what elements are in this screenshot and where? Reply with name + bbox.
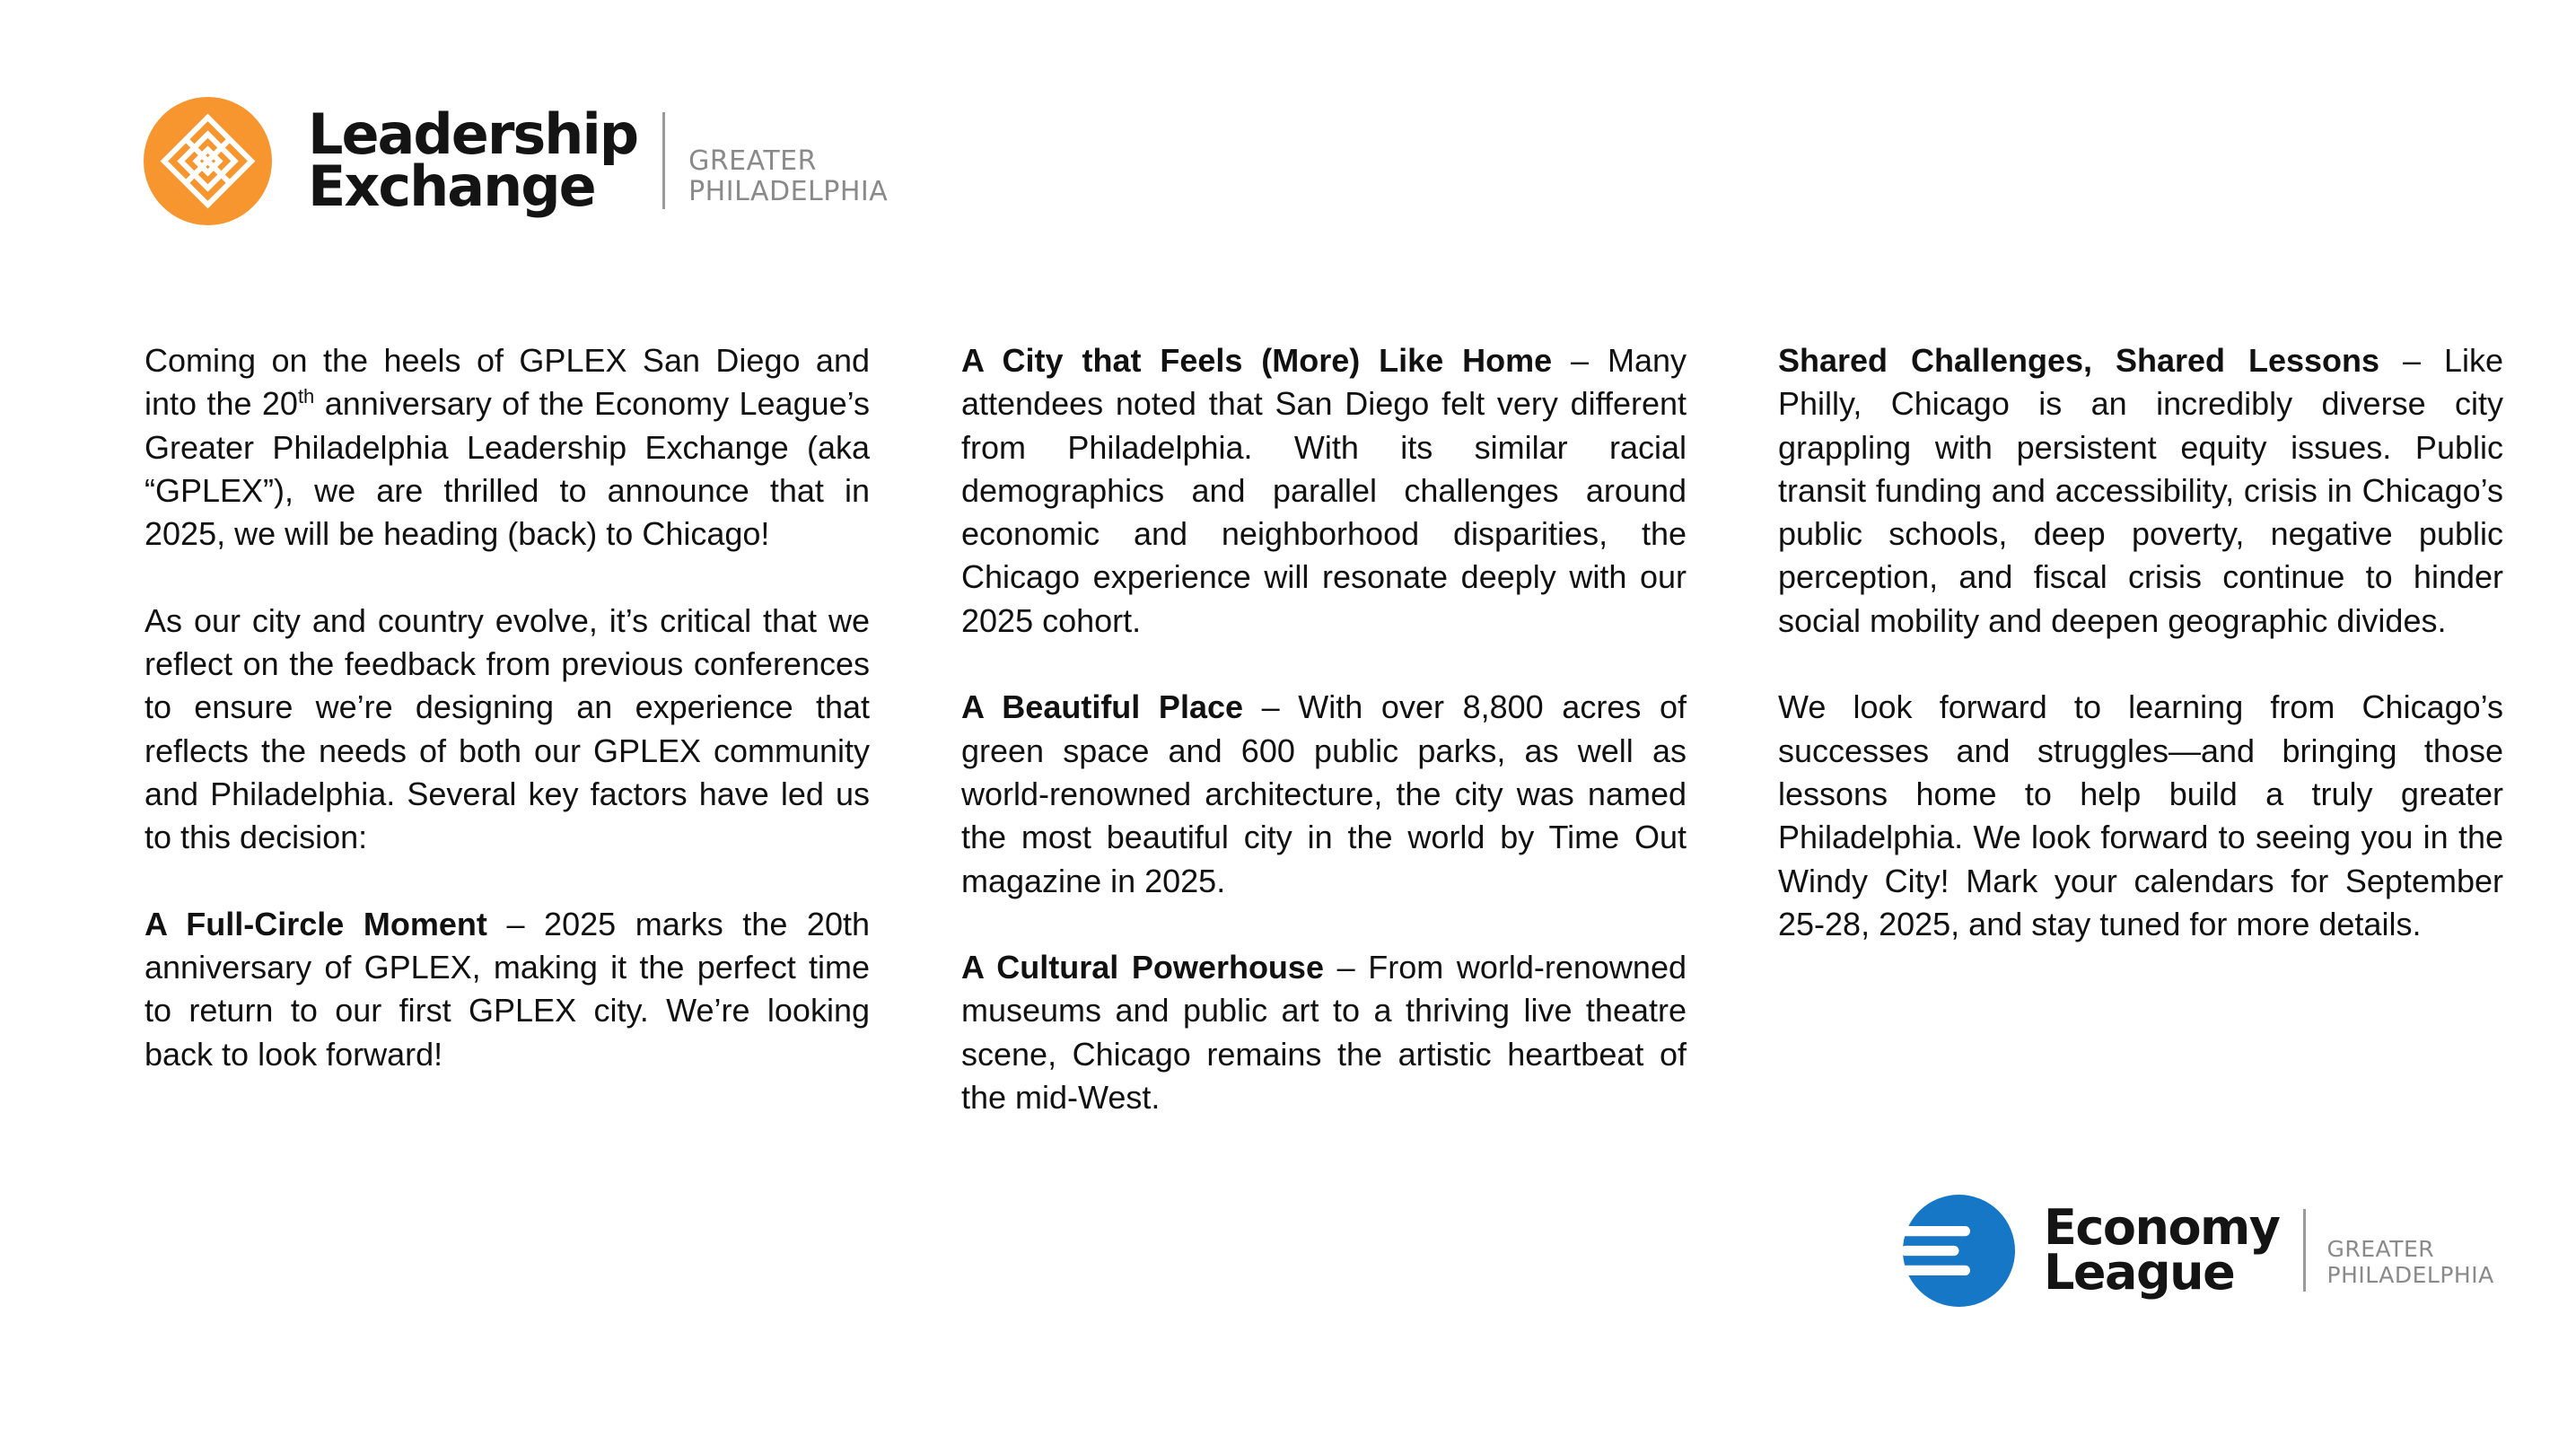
intro-text-a: Coming on the heels of GPLEX San Diego and into the 20	[145, 342, 870, 423]
intro-paragraph	[145, 339, 870, 556]
full-circle-paragraph	[145, 903, 870, 1076]
cultural-paragraph	[961, 946, 1687, 1119]
cultural-heading: A Cultural Powerhouse	[961, 949, 1324, 986]
logo-region	[688, 114, 888, 207]
text-column-3	[1778, 339, 2503, 946]
context-paragraph: As our city and country evolve, it’s critical that we reflect on the feedback from previous conferences to ensure we’re designing an experience that reflects the needs of both our GPLEX community and Philadelphia. Several key factors have led us to this decision:	[145, 601, 870, 856]
logo-word-economy: Economy	[2044, 1199, 2280, 1256]
challenges-body: – Like Philly, Chicago is an incredibly diverse city grappling with persistent equity issues. Public transit funding and accessibility, crisis in Chicago’s public schools, deep poverty, negative public perception, and fiscal crisis continue to hinder social mobility and deepen geographic divides.	[1778, 342, 2503, 639]
full-circle-body: – 2025 marks the 20th anniversary of GPLEX, making it the perfect time to return to our first GPLEX city. We’re looking back to look forward!	[145, 905, 870, 1073]
leadership-exchange-wordmark	[308, 101, 638, 219]
region-line-greater: GREATER	[688, 145, 817, 177]
beautiful-body: – With over 8,800 acres of green space and 600 public parks, as well as world-renowned architecture, the city was named the most beautiful city in the world by Time Out magazine in 2025.	[961, 688, 1687, 899]
cultural-body: – From world-renowned museums and public art to a thriving live theatre scene, Chicago remains the artistic heartbeat of the mid-West.	[961, 949, 1687, 1117]
logo-divider	[2303, 1209, 2306, 1292]
logo-region	[2327, 1213, 2494, 1288]
region-line-greater: GREATER	[2326, 1236, 2435, 1262]
intro-text-b: anniversary of the Economy League’s Greater Philadelphia Leadership Exchange (aka “GPLEX”), we are thrilled to announce that in 2025, we will be heading (back) to Chicago!	[145, 385, 870, 553]
home-body: – Many attendees noted that San Diego felt very different from Philadelphia. With its similar racial demographics and parallel challenges around economic and neighborhood disparities, the Chicago experience will resonate deeply with our 2025 cohort.	[961, 342, 1687, 639]
text-column-1	[145, 339, 870, 1076]
leadership-exchange-logo	[144, 93, 888, 228]
region-line-philadelphia: PHILADELPHIA	[2326, 1262, 2494, 1288]
economy-league-logo	[1903, 1192, 2494, 1309]
closing-paragraph: We look forward to learning from Chicago’s successes and struggles—and bringing those lessons home to help build a truly greater Philadelphia. We look forward to seeing you in the Windy City! Mark your calendars for September 25-28, 2025, and stay tuned for more details.	[1778, 688, 2503, 942]
challenges-heading: Shared Challenges, Shared Lessons	[1778, 342, 2380, 379]
economy-league-circle-icon	[1903, 1195, 2015, 1307]
economy-league-wordmark	[2044, 1199, 2280, 1301]
logo-word-exchange: Exchange	[308, 153, 595, 219]
leadership-exchange-diamond-icon	[144, 97, 272, 225]
logo-word-league: League	[2044, 1244, 2235, 1301]
region-line-philadelphia: PHILADELPHIA	[688, 176, 889, 207]
full-circle-heading: A Full-Circle Moment	[145, 905, 487, 942]
ordinal-suffix: th	[297, 385, 315, 408]
beautiful-heading: A Beautiful Place	[961, 688, 1244, 726]
beautiful-paragraph	[961, 686, 1687, 902]
home-heading: A City that Feels (More) Like Home	[961, 342, 1553, 379]
logo-divider	[662, 112, 665, 209]
text-column-2	[961, 339, 1687, 1119]
home-paragraph	[961, 339, 1687, 643]
logo-word-leadership: Leadership	[308, 101, 638, 167]
challenges-paragraph	[1778, 339, 2503, 643]
